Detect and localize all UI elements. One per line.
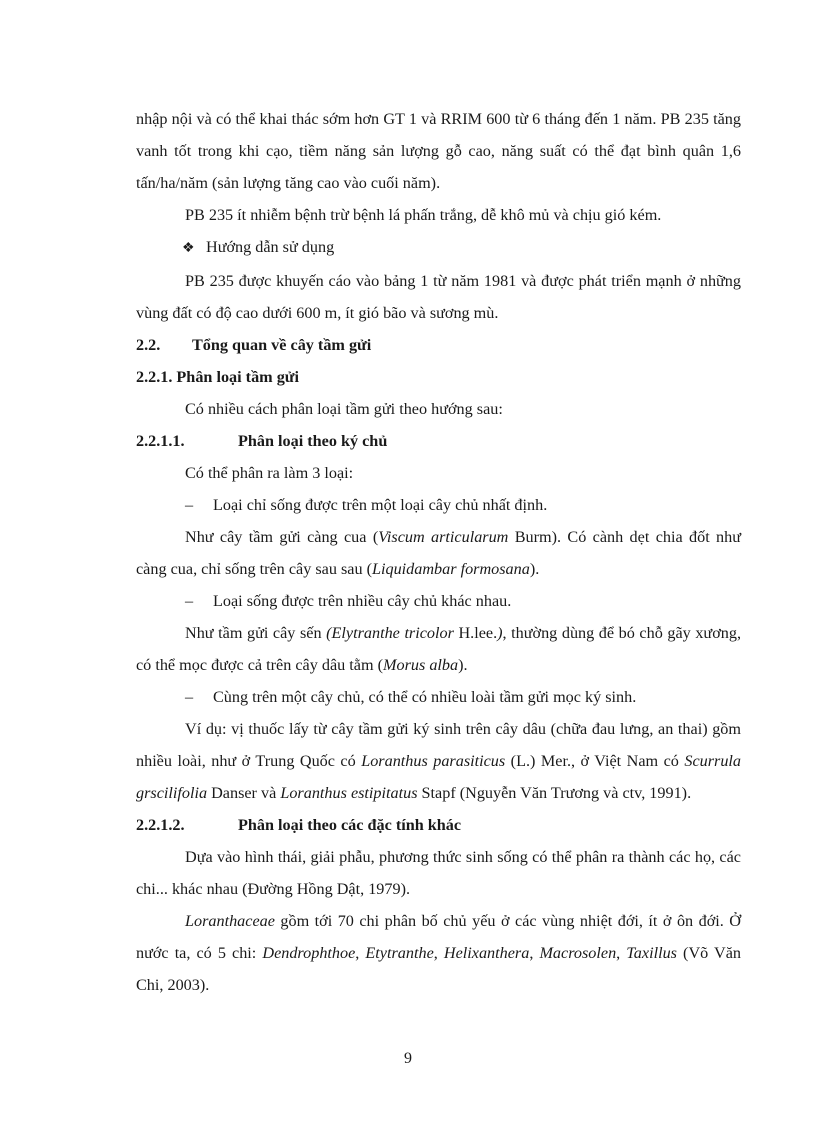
text-run: H.lee.	[453, 624, 498, 642]
paragraph-disease: PB 235 ít nhiễm bệnh trừ bệnh lá phấn trắng, dễ khô mủ và chịu gió kém.	[185, 206, 662, 224]
species-name: Loranthus parasiticus	[361, 752, 506, 770]
heading-number: 2.2.1.2.	[136, 816, 185, 834]
heading-title: Phân loại theo ký chủ	[238, 432, 388, 450]
page-number: 9	[404, 1050, 412, 1067]
dash-item-3	[136, 681, 741, 713]
paragraph-classification-intro: Có nhiều cách phân loại tầm gửi theo hướng sau:	[185, 400, 503, 418]
dash-item-text: Cùng trên một cây chủ, có thể có nhiều loài tầm gửi mọc ký sinh.	[213, 688, 637, 706]
dash-item-text: Loại chỉ sống được trên một loại cây chủ nhất định.	[213, 496, 548, 514]
heading-2-2-1-1	[136, 425, 741, 457]
genus-name: Helixanthera	[443, 944, 530, 962]
heading-2-2-1-2	[136, 809, 741, 841]
heading-title: Phân loại tầm gửi	[176, 368, 300, 386]
text-run: , thường dùng để bó chỗ gãy xương, có thể mọc được cả trên cây dâu tằm (	[136, 624, 741, 674]
dash-item-1	[136, 489, 741, 521]
family-name: Loranthaceae	[185, 912, 275, 930]
heading-title: Phân loại theo các đặc tính khác	[238, 816, 462, 834]
paragraph-morphology: Dựa vào hình thái, giải phẫu, phương thức sinh sống có thể phân ra thành các họ, các chi... khác nhau (Đường Hồng Dật, 1979).	[136, 848, 741, 898]
heading-number: 2.2.1.	[136, 368, 173, 386]
heading-number: 2.2.	[136, 336, 161, 354]
text-run: gồm tới 70 chi phân bố chủ yếu ở các vùng nhiệt đới, ít ở ôn đới. Ở nước ta, có 5 chi:	[136, 912, 741, 962]
paragraph-elytranthe	[136, 617, 741, 681]
paragraph-three-types: Có thể phân ra làm 3 loại:	[185, 464, 354, 482]
bullet-usage-guide	[136, 231, 741, 265]
text-run: Ví dụ: vị thuốc lấy từ cây tầm gửi ký sinh trên cây dâu (chữa đau lưng, an thai) gồm nhiều loài, như ở Trung Quốc có	[136, 720, 741, 770]
species-name: (Elytranthe tricolor	[326, 624, 454, 642]
bullet-text: Hướng dẫn sử dụng	[206, 238, 335, 256]
species-name: Viscum articularum	[378, 528, 509, 546]
text-run: (L.) Mer., ở Việt Nam có	[505, 752, 685, 770]
paragraph-loranthaceae	[136, 905, 741, 1001]
genus-name: Etytranthe	[365, 944, 434, 962]
text-run: ,	[433, 944, 444, 962]
text-run: ,	[529, 944, 540, 962]
dash-item-2	[136, 585, 741, 617]
genus-name: Taxillus	[626, 944, 677, 962]
dash-bullet-icon: –	[185, 688, 194, 706]
text-run: Danser và	[207, 784, 281, 802]
document-body	[136, 103, 741, 1001]
text-run: ,	[616, 944, 627, 962]
heading-2-2-1	[136, 361, 741, 393]
text-run: ).	[458, 656, 468, 674]
species-name: Scurrula grscilifolia	[136, 752, 741, 802]
dash-item-text: Loại sống được trên nhiều cây chủ khác nhau.	[213, 592, 512, 610]
diamond-bullet-icon: ❖	[182, 241, 195, 256]
dash-bullet-icon: –	[185, 496, 194, 514]
text-run: (Võ Văn Chi, 2003).	[136, 944, 741, 994]
species-name: Liquidambar formosana	[371, 560, 530, 578]
paragraph-example	[136, 713, 741, 809]
text-run: Như cây tầm gửi càng cua (	[185, 528, 379, 546]
text-run: Burm). Có cành dẹt chia đốt như càng cua, chỉ sống trên cây sau sau (	[136, 528, 742, 578]
text-run: Như tầm gửi cây sến	[185, 624, 327, 642]
heading-2-2	[136, 329, 741, 361]
species-name: Morus alba	[383, 656, 459, 674]
text-run: Stapf (Nguyễn Văn Trương và ctv, 1991).	[417, 784, 692, 802]
species-name: )	[497, 624, 503, 642]
heading-number: 2.2.1.1.	[136, 432, 185, 450]
paragraph-recommendation: PB 235 được khuyến cáo vào bảng 1 từ năm 1981 và được phát triển mạnh ở những vùng đất có độ cao dưới 600 m, ít gió bão và sương mù.	[136, 272, 741, 322]
text-run: ,	[355, 944, 366, 962]
paragraph-viscum	[136, 521, 741, 585]
species-name: Loranthus estipitatus	[280, 784, 418, 802]
dash-bullet-icon: –	[185, 592, 194, 610]
genus-name: Dendrophthoe	[262, 944, 356, 962]
paragraph-continuation: nhập nội và có thể khai thác sớm hơn GT 1 và RRIM 600 từ 6 tháng đến 1 năm. PB 235 tăng vanh tốt trong khi cạo, tiềm năng sản lượng gỗ cao, năng suất có thể đạt bình quân 1,6 tấn/ha/năm (sản lượng tăng cao vào cuối năm).	[136, 110, 741, 192]
heading-title: Tổng quan về cây tầm gửi	[192, 336, 372, 354]
genus-name: Macrosolen	[539, 944, 617, 962]
text-run: ).	[529, 560, 540, 578]
